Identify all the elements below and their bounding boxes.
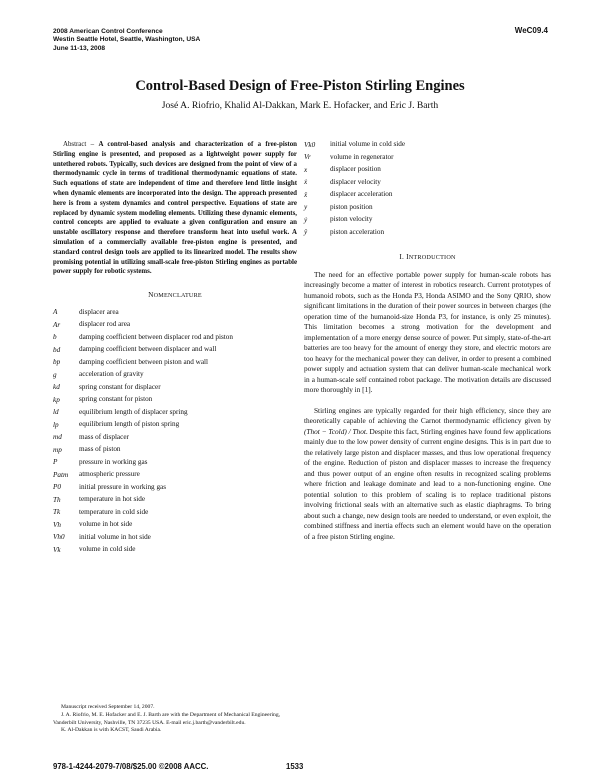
nomenclature-description: initial volume in hot side bbox=[79, 532, 151, 541]
nomenclature-description: pressure in working gas bbox=[79, 457, 148, 466]
nomenclature-symbol: Tk bbox=[53, 508, 61, 517]
intro-heading-first: I bbox=[406, 252, 409, 261]
nomenclature-description: displacer rod area bbox=[79, 320, 131, 329]
nomenclature-symbol: md bbox=[53, 433, 62, 442]
nomenclature-description: displacer position bbox=[330, 165, 381, 173]
left-column bbox=[53, 140, 297, 558]
abstract-text: A control-based analysis and characterization of a free-piston Stirling engine is presented, and proposed as a lightweight power supply for untethered robots. Typically, such devices are designed from the point of view of a thermodynamic cycle in terms of traditional thermodynamic equations of state. Such equations of state are independent of time and therefore lend little insight when dynamic elements are incorporated into the design. The approach presented here is from a system dynamics and control perspective. Equations of state are replaced by dynamic system modeling elements. Utilizing these dynamic elements, control concepts are applied to evaluate a given configuration and ensure an unstable oscillatory response and therefore transform heat into useful work. A simulation of a commercially available free-piston engine is presented, and standard control design tools are applied to its linearized model. The results show promising potential in utilizing small-scale free-piston Stirling engines as portable power supply for robotic systems. bbox=[53, 141, 298, 276]
intro-p2-part-b: . Despite this fact, Stirling engines have found few applications mainly due to the low power density of current engine designs. This is in part due to the relatively large piston and displacer masses, and thus low operational frequency of the engine. Reduction of piston and displacer masses to increase the frequency and thus power output of an engine often results in recognized scaling problems where friction and leakage dominate and lead to a non-functioning engine. One potential solution to this problem of scaling is to replace traditional pistons involving frictional seals with an alternative such as elastic diaphragms. To bring about such a change, new design tools are needed to understand, or even exploit, the combined stiffness and inertia effects such an element would have on the operation of a free piston Stirling engine. bbox=[304, 426, 551, 541]
nomenclature-row bbox=[304, 215, 551, 228]
nomenclature-row bbox=[53, 358, 297, 371]
nomenclature-description: damping coefficient between displacer rod and piston bbox=[79, 332, 233, 341]
nomenclature-description: acceleration of gravity bbox=[79, 370, 144, 379]
nomenclature-row bbox=[304, 165, 551, 178]
nomenclature-row bbox=[53, 483, 297, 496]
nomenclature-symbol: x bbox=[304, 165, 308, 174]
nomenclature-symbol: Vh0 bbox=[53, 533, 65, 542]
nomenclature-row bbox=[53, 545, 297, 558]
nomenclature-symbol: ld bbox=[53, 408, 59, 417]
nomenclature-description: displacer area bbox=[79, 307, 119, 316]
nomenclature-description: temperature in cold side bbox=[79, 507, 149, 516]
nomenclature-symbol: Patm bbox=[53, 470, 69, 479]
nomenclature-symbol: b bbox=[53, 333, 57, 342]
nomenclature-description: volume in hot side bbox=[79, 520, 133, 529]
nomenclature-symbol: ẍ bbox=[304, 190, 308, 199]
nomenclature-row bbox=[53, 383, 297, 396]
nomenclature-symbol: Vk0 bbox=[304, 140, 316, 149]
page-number: 1533 bbox=[286, 762, 304, 771]
paper-authors: José A. Riofrio, Khalid Al-Dakkan, Mark E. Hofacker, and Eric J. Barth bbox=[161, 100, 439, 111]
nomenclature-symbol: kd bbox=[53, 383, 60, 392]
nomenclature-row bbox=[53, 495, 297, 508]
abstract bbox=[53, 140, 297, 277]
conference-dates: June 11-13, 2008 bbox=[53, 44, 106, 52]
nomenclature-row bbox=[53, 433, 297, 446]
nomenclature-row bbox=[304, 178, 551, 191]
nomenclature-row bbox=[304, 190, 551, 203]
intro-paragraph-1: The need for an effective portable power supply for human-scale robots has increasingly become a matter of interest in robotics research. Current prototypes of humanoid robots, such as the Honda P3, Honda ASIMO and the Sony QRIO, show significant limitations in the duration of their power sources in between charges (the operation time of the humanoid-size Honda P3, for instance, is only 25 minutes). This limitation becomes a strong motivation for the development and implementation of a more energy dense source of power. Put simply, state-of-the-art batteries are too heavy for the amount of energy they store, and electric motors are too heavy for the mechanical power they can deliver, in order to present a combined power supply and actuation system that can deliver human-scale mechanical work in a human-scale self contained robot package. The motivation details are discussed more thoroughly in [1]. bbox=[304, 269, 551, 395]
nomenclature-symbol: y bbox=[304, 203, 308, 211]
nomenclature-row bbox=[53, 333, 297, 346]
nomenclature-heading bbox=[53, 290, 297, 301]
session-code: WeC09.4 bbox=[514, 26, 548, 35]
nomenclature-table-continued bbox=[304, 140, 551, 240]
conference-venue: Westin Seattle Hotel, Seattle, Washington, USA bbox=[53, 36, 201, 44]
nomenclature-symbol: mp bbox=[53, 445, 62, 454]
nomenclature-description: mass of displacer bbox=[79, 432, 129, 441]
nomenclature-description: temperature in hot side bbox=[79, 495, 146, 504]
nomenclature-row bbox=[53, 445, 297, 458]
nomenclature-symbol: lp bbox=[53, 420, 59, 429]
nomenclature-symbol: kp bbox=[53, 395, 60, 404]
nomenclature-description: spring constant for displacer bbox=[79, 382, 161, 391]
nomenclature-row bbox=[53, 520, 297, 533]
nomenclature-row bbox=[53, 408, 297, 421]
nomenclature-description: atmospheric pressure bbox=[79, 470, 140, 479]
nomenclature-symbol: A bbox=[53, 308, 58, 317]
nomenclature-description: piston acceleration bbox=[330, 227, 385, 236]
nomenclature-description: displacer velocity bbox=[330, 177, 381, 186]
nomenclature-description: piston velocity bbox=[330, 215, 373, 223]
nomenclature-symbol: g bbox=[53, 370, 57, 379]
carnot-efficiency-formula: (Thot − Tcold) / Thot bbox=[304, 426, 366, 436]
nomenclature-description: equilibrium length of piston spring bbox=[79, 420, 180, 429]
nomenclature-row bbox=[53, 533, 297, 546]
nomenclature-symbol: Vh bbox=[53, 520, 61, 529]
nomenclature-symbol: Ar bbox=[53, 320, 61, 329]
right-column bbox=[304, 140, 551, 552]
footnote-affiliation-2: K. Al-Dakkan is with KACST, Saudi Arabia. bbox=[61, 727, 162, 734]
nomenclature-row bbox=[304, 153, 551, 166]
intro-heading-rest: NTRODUCTION bbox=[408, 254, 456, 261]
footnote-affiliation-1: J. A. Riofrio, M. E. Hofacker and E. J. Barth are with the Department of Mechanical Engineering, Vanderbilt University, Nashville, TN 37235 USA. E-mail eric.j.barth@vanderbilt.edu. bbox=[53, 711, 281, 726]
intro-heading-num: I. bbox=[399, 252, 407, 261]
nomenclature-row bbox=[53, 320, 297, 333]
footer-isbn: 978-1-4244-2079-7/08/$25.00 ©2008 AACC. bbox=[53, 762, 209, 771]
nomenclature-symbol: bd bbox=[53, 345, 61, 354]
nomenclature-symbol: ÿ bbox=[304, 228, 308, 236]
nomenclature-symbol: Vk bbox=[53, 545, 61, 554]
nomenclature-heading-first: N bbox=[148, 290, 154, 300]
nomenclature-description: initial pressure in working gas bbox=[79, 482, 167, 491]
nomenclature-description: damping coefficient between piston and wall bbox=[79, 357, 209, 366]
nomenclature-description: volume in cold side bbox=[79, 545, 136, 554]
introduction-heading bbox=[304, 252, 551, 263]
footnotes bbox=[53, 704, 297, 735]
nomenclature-description: mass of piston bbox=[79, 445, 121, 454]
nomenclature-description: volume in regenerator bbox=[330, 152, 394, 161]
nomenclature-row bbox=[53, 345, 297, 358]
nomenclature-symbol: Th bbox=[53, 495, 61, 504]
nomenclature-row bbox=[53, 308, 297, 321]
nomenclature-symbol: ẏ bbox=[304, 215, 308, 224]
intro-paragraph-2 bbox=[304, 406, 551, 543]
nomenclature-description: initial volume in cold side bbox=[330, 140, 406, 148]
abstract-lead: Abstract – bbox=[63, 141, 99, 148]
nomenclature-table bbox=[53, 308, 297, 558]
nomenclature-symbol: bp bbox=[53, 358, 61, 367]
nomenclature-description: displacer acceleration bbox=[330, 190, 393, 198]
nomenclature-description: equilibrium length of displacer spring bbox=[79, 407, 188, 416]
nomenclature-symbol: P0 bbox=[53, 483, 61, 492]
nomenclature-row bbox=[304, 228, 551, 241]
nomenclature-row bbox=[53, 458, 297, 471]
intro-p2-part-a: Stirling engines are typically regarded for their high efficiency, since they are theoretically capable of achieving the Carnot thermodynamic efficiency given by bbox=[304, 405, 551, 426]
nomenclature-row bbox=[304, 140, 551, 153]
nomenclature-description: damping coefficient between displacer and wall bbox=[79, 345, 217, 354]
nomenclature-row bbox=[53, 395, 297, 408]
nomenclature-row bbox=[304, 203, 551, 216]
nomenclature-row bbox=[53, 370, 297, 383]
nomenclature-heading-rest: OMENCLATURE bbox=[153, 292, 202, 300]
conference-header bbox=[53, 28, 200, 53]
nomenclature-symbol: ẋ bbox=[304, 178, 308, 186]
nomenclature-row bbox=[53, 420, 297, 433]
nomenclature-row bbox=[53, 470, 297, 483]
paper-title: Control-Based Design of Free-Piston Stirling Engines bbox=[135, 78, 465, 94]
footnote-received: Manuscript received September 14, 2007. bbox=[61, 704, 155, 710]
conference-name: 2008 American Control Conference bbox=[53, 28, 163, 35]
nomenclature-description: spring constant for piston bbox=[79, 395, 153, 404]
nomenclature-symbol: Vr bbox=[304, 153, 311, 161]
nomenclature-description: piston position bbox=[330, 202, 373, 211]
nomenclature-symbol: P bbox=[53, 458, 58, 467]
nomenclature-row bbox=[53, 508, 297, 521]
